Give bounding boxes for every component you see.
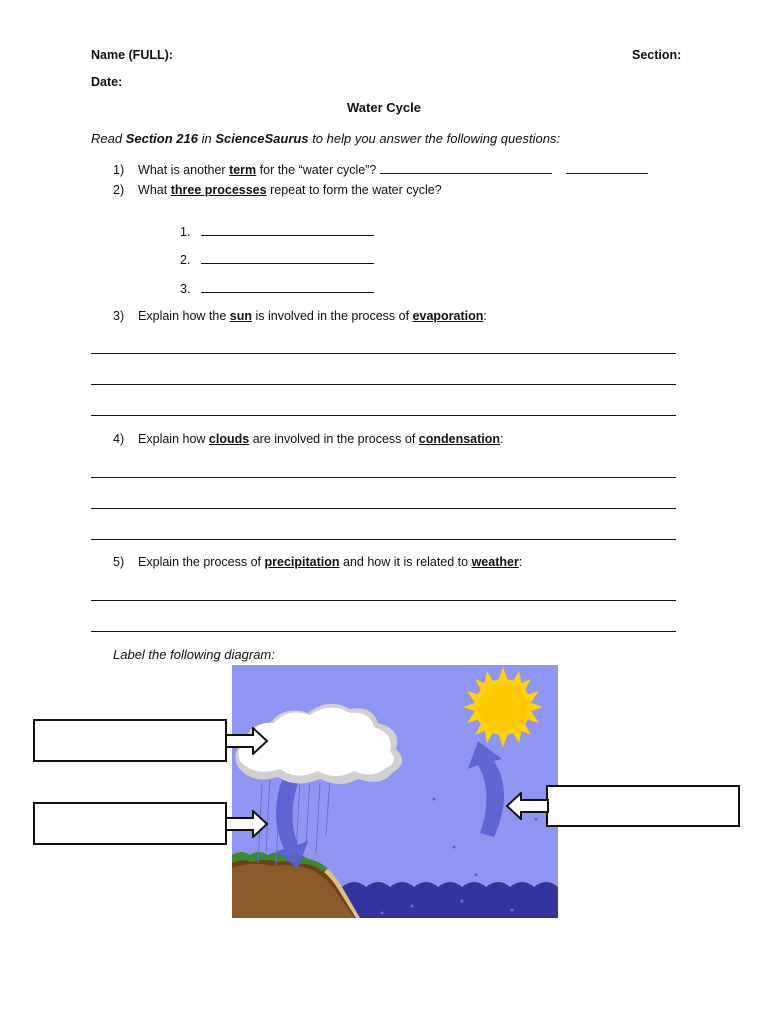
section-label: Section: [632,48,682,62]
question-3: 3) Explain how the sun is involved in the process of evaporation: [113,309,487,323]
question-1: 1) What is another term for the “water cycle”? [113,161,648,178]
answer-line[interactable] [91,539,676,540]
sun-icon [463,667,543,747]
answer-line[interactable] [91,353,676,354]
pointer-arrow-right-icon [225,810,269,838]
answer-blank-2-1[interactable] [201,223,374,236]
label-box-precipitation[interactable] [33,802,227,845]
section-reference: Section 216 [125,131,198,146]
answer-line[interactable] [91,415,676,416]
name-label: Name (FULL): [91,48,173,62]
answer-blank-1a[interactable] [380,161,552,174]
page-title: Water Cycle [347,100,421,115]
answer-line[interactable] [91,631,676,632]
answer-line[interactable] [91,384,676,385]
process-item-3: 3. [180,280,374,297]
answer-line[interactable] [91,508,676,509]
answer-line[interactable] [91,600,676,601]
label-box-evaporation[interactable] [546,785,740,827]
process-item-2: 2. [180,251,374,268]
answer-blank-1b[interactable] [566,161,648,174]
answer-blank-2-2[interactable] [201,251,374,264]
answer-blank-2-3[interactable] [201,280,374,293]
question-4: 4) Explain how clouds are involved in the process of condensation: [113,432,504,446]
diagram-caption: Label the following diagram: [113,647,275,662]
answer-line[interactable] [91,477,676,478]
pointer-arrow-left-icon [505,792,549,820]
book-title: ScienceSaurus [215,131,309,146]
process-item-1: 1. [180,223,374,240]
question-5: 5) Explain the process of precipitation and how it is related to weather: [113,555,523,569]
ocean-icon [342,882,558,918]
question-2: 2) What three processes repeat to form the water cycle? [113,183,442,197]
label-box-cloud[interactable] [33,719,227,762]
instructions: Read Section 216 in ScienceSaurus to help you answer the following questions: [91,131,561,146]
date-label: Date: [91,75,123,89]
pointer-arrow-right-icon [225,727,269,755]
